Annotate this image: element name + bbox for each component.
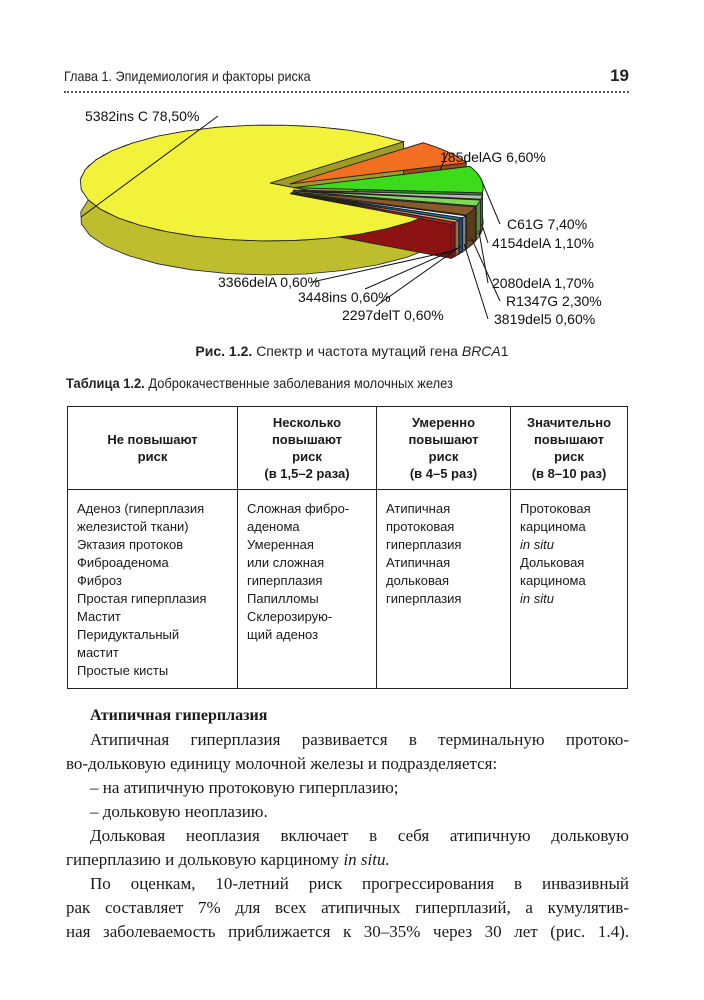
cell-line: гиперплазия bbox=[386, 591, 462, 606]
cell-line: Аденоз (гиперплазия bbox=[77, 501, 205, 516]
benign-disease-table bbox=[67, 406, 628, 689]
cell-line: Мастит bbox=[77, 609, 121, 624]
header-line: риск bbox=[292, 449, 322, 464]
header-line: Не повышают bbox=[107, 432, 198, 447]
cell-line: Фиброаденома bbox=[77, 555, 169, 570]
cell-line: протоковая bbox=[386, 519, 455, 534]
slice-label: C61G 7,40% bbox=[507, 216, 588, 232]
header-line: повышают bbox=[271, 432, 343, 447]
table-header-cell bbox=[511, 407, 628, 490]
slice-label: 2297delT 0,60% bbox=[342, 307, 444, 323]
cell-line: in situ bbox=[520, 591, 554, 606]
slice-label: 3366delA 0,60% bbox=[218, 274, 320, 290]
paragraph-line: По оценкам, 10-летний риск прогрессирования в инвазивный bbox=[90, 874, 629, 893]
cell-line: in situ bbox=[520, 537, 554, 552]
cell-line: Протоковая bbox=[520, 501, 591, 516]
figure-gene: BRCA bbox=[461, 343, 501, 359]
header-line: риск bbox=[428, 449, 459, 464]
cell-line: Фиброз bbox=[77, 573, 122, 588]
paragraph-line: Атипичная гиперплазия развивается в терминальную протоко- bbox=[90, 730, 629, 749]
cell-line: Папилломы bbox=[247, 591, 319, 606]
section-heading: Атипичная гиперплазия bbox=[90, 707, 268, 724]
table-header-cell bbox=[377, 407, 511, 490]
slice-label: 2080delA 1,70% bbox=[492, 275, 594, 291]
slice-label: 3448ins 0,60% bbox=[298, 289, 391, 305]
slice-label: 3819del5 0,60% bbox=[494, 311, 596, 327]
table-label: Таблица 1.2. bbox=[66, 375, 145, 391]
header-line: (в 4–5 раз) bbox=[409, 466, 478, 481]
paragraph-text: гиперплазию и дольковую карциному bbox=[66, 850, 340, 869]
table-row bbox=[68, 490, 628, 689]
table-caption-text: Доброкачественные заболевания молочных желез bbox=[148, 375, 453, 391]
callout-line bbox=[464, 244, 488, 319]
cell-line: железистой ткани) bbox=[77, 519, 189, 534]
cell-line: Дольковая bbox=[520, 555, 585, 570]
header-line: (в 1,5–2 раза) bbox=[264, 466, 350, 481]
cell-line: карцинома bbox=[520, 573, 586, 588]
paragraph-line: ная заболеваемость приближается к 30–35% через 30 лет (рис. 1.4). bbox=[66, 922, 629, 941]
cell-line: Умеренная bbox=[247, 537, 314, 552]
cell-line: Простая гиперплазия bbox=[77, 591, 207, 606]
paragraph-line: во-дольковую единицу молочной железы и подразделяется: bbox=[66, 754, 498, 773]
dotted-rule bbox=[64, 91, 629, 93]
header-line: Несколько bbox=[272, 415, 342, 430]
cell-line: Перидуктальный bbox=[77, 627, 180, 642]
cell-line: или сложная bbox=[247, 555, 325, 570]
figure-caption bbox=[0, 343, 704, 359]
cell-line: Простые кисты bbox=[77, 663, 169, 678]
cell-line: дольковая bbox=[386, 573, 449, 588]
paragraph-line: Дольковая неоплазия включает в себя атипичную дольковую bbox=[90, 826, 629, 845]
table-header-cell bbox=[68, 407, 238, 490]
paragraph-italic: in situ. bbox=[343, 850, 390, 869]
cell-line: аденома bbox=[247, 519, 300, 534]
figure-caption-text: Спектр и частота мутаций гена bbox=[256, 343, 458, 359]
slice-label: R1347G 2,30% bbox=[506, 293, 602, 309]
cell-line: Атипичная bbox=[386, 555, 451, 570]
mutation-pie-chart bbox=[0, 100, 704, 340]
table-cell bbox=[68, 490, 238, 689]
list-item: – на атипичную протоковую гиперплазию; bbox=[90, 778, 399, 797]
cell-line: Атипичная bbox=[386, 501, 451, 516]
page-number: 19 bbox=[610, 66, 629, 85]
figure-label: Рис. 1.2. bbox=[195, 343, 253, 359]
cell-line: мастит bbox=[77, 645, 119, 660]
slice-label: 4154delA 1,10% bbox=[492, 235, 594, 251]
cell-line: Эктазия протоков bbox=[77, 537, 184, 552]
slice-label: 5382ins C 78,50% bbox=[85, 108, 200, 124]
paragraph-line: рак составляет 7% для всех атипичных гиперплазий, а кумулятив- bbox=[66, 898, 629, 917]
table-caption bbox=[66, 375, 453, 391]
header-line: Умеренно bbox=[411, 415, 476, 430]
header-line: повышают bbox=[533, 432, 605, 447]
slice-label: 185delAG 6,60% bbox=[440, 149, 546, 165]
cell-line: щий аденоз bbox=[247, 627, 319, 642]
cell-line: гиперплазия bbox=[247, 573, 323, 588]
cell-line: Сложная фибро- bbox=[247, 501, 350, 516]
list-item: – дольковую неоплазию. bbox=[90, 802, 268, 821]
header-line: повышают bbox=[408, 432, 479, 447]
cell-line: гиперплазия bbox=[386, 537, 462, 552]
table-header-row bbox=[68, 407, 628, 490]
header-line: риск bbox=[554, 449, 584, 464]
cell-line: карцинома bbox=[520, 519, 586, 534]
chapter-title: Глава 1. Эпидемиология и факторы риска bbox=[64, 68, 311, 84]
paragraph-line bbox=[66, 848, 629, 872]
callout-line bbox=[482, 224, 488, 243]
header-line: (в 8–10 раз) bbox=[531, 466, 607, 481]
figure-gene-suffix: 1 bbox=[500, 343, 509, 359]
cell-line: Склерозирую- bbox=[247, 609, 333, 624]
table-cell bbox=[377, 490, 511, 689]
header-line: Значительно bbox=[526, 415, 612, 430]
body-text bbox=[66, 704, 629, 944]
running-header bbox=[64, 66, 629, 88]
header-line: риск bbox=[137, 449, 168, 464]
callout-line bbox=[481, 179, 500, 224]
table-header-cell bbox=[238, 407, 377, 490]
table-cell bbox=[238, 490, 377, 689]
table-cell bbox=[511, 490, 628, 689]
